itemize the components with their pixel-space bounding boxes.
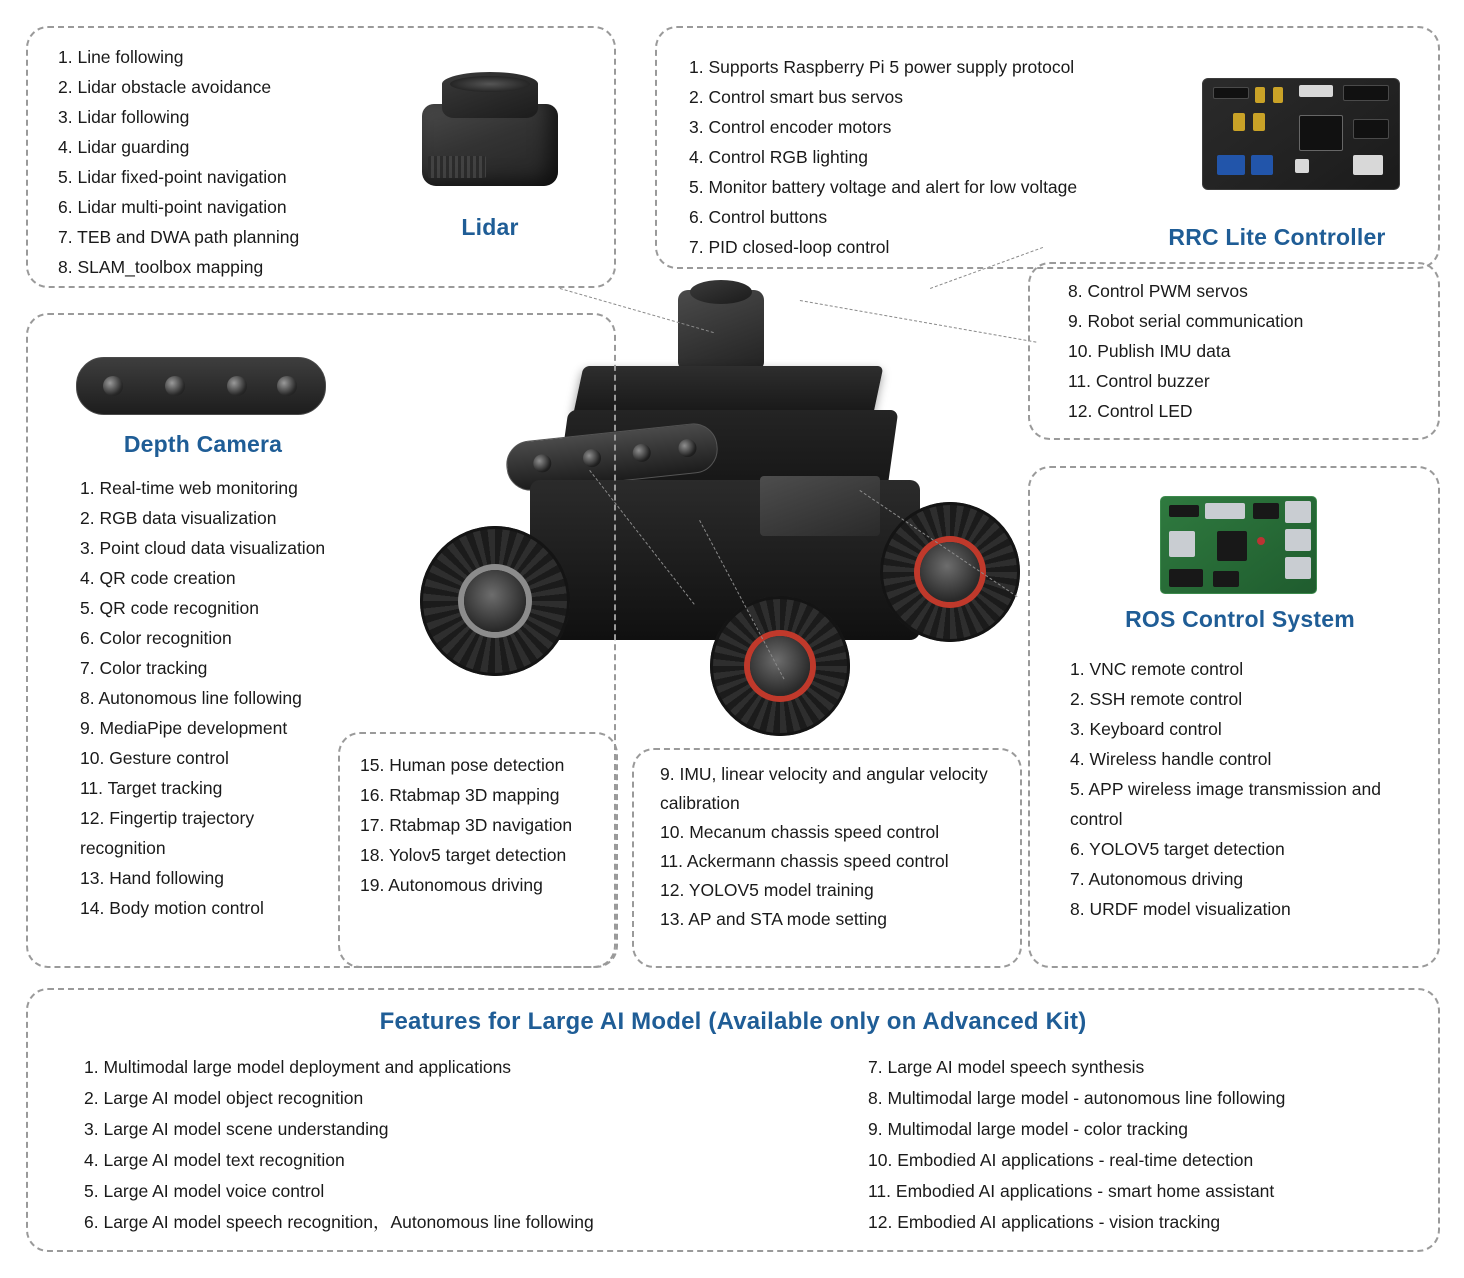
list-item: 16. Rtabmap 3D mapping [360,785,560,805]
depth-feature-list-continued [360,750,572,900]
list-item: 1. VNC remote control [1070,659,1244,679]
list-item: 1. Supports Raspberry Pi 5 power supply protocol [689,57,1075,77]
list-item: 13. Hand following [80,868,224,888]
list-item: 11. Target tracking [80,778,223,798]
lidar-feature-list [58,42,299,282]
camera-lens-icon [678,438,698,458]
list-item: 6. YOLOV5 target detection [1070,839,1285,859]
list-item: 10. Publish IMU data [1068,341,1231,361]
list-item: 12. Control LED [1068,401,1193,421]
imu-feature-list [660,760,1000,934]
list-item: 10. Embodied AI applications - real-time detection [868,1150,1254,1170]
robot-wheel [710,596,850,736]
list-item: 1. Line following [58,47,184,67]
list-item: 2. Control smart bus servos [689,87,903,107]
lidar-icon [408,64,578,199]
list-item: 3. Keyboard control [1070,719,1222,739]
panel-rrc-lite-controller [655,26,1440,269]
robot-wheel [880,502,1020,642]
list-item: 15. Human pose detection [360,755,565,775]
panel-large-ai-model [26,988,1440,1252]
list-item: 7. Color tracking [80,658,208,678]
list-item: 6. Lidar multi-point navigation [58,197,287,217]
panel-lidar [26,26,616,288]
depth-panel-title: Depth Camera [123,431,283,457]
lidar-panel-title: Lidar [461,214,519,240]
list-item: 6. Control buttons [689,207,828,227]
list-item: 9. MediaPipe development [80,718,288,738]
list-item: 2. RGB data visualization [80,508,277,528]
robot-lidar-part [678,290,764,370]
list-item: 9. IMU, linear velocity and angular velocity calibration [660,764,988,813]
ros-feature-list [1070,654,1430,924]
list-item: 5. QR code recognition [80,598,259,618]
panel-rrc-continued [1028,262,1440,440]
list-item: 7. Large AI model speech synthesis [868,1057,1145,1077]
list-item: 4. Control RGB lighting [689,147,868,167]
list-item: 8. Multimodal large model - autonomous line following [868,1088,1286,1108]
list-item: 7. TEB and DWA path planning [58,227,300,247]
camera-lens-icon [632,443,652,463]
list-item: 8. URDF model visualization [1070,899,1291,919]
list-item: 19. Autonomous driving [360,875,543,895]
panel-ros-control-system [1028,466,1440,968]
list-item: 11. Control buzzer [1068,371,1210,391]
list-item: 10. Mecanum chassis speed control [660,822,940,842]
ai-feature-list-right [868,1052,1428,1238]
list-item: 8. Autonomous line following [80,688,302,708]
wheel-hub [750,636,810,696]
list-item: 2. SSH remote control [1070,689,1243,709]
list-item: 4. Wireless handle control [1070,749,1272,769]
list-item: 7. Autonomous driving [1070,869,1244,889]
list-item: 14. Body motion control [80,898,264,918]
list-item: 4. QR code creation [80,568,236,588]
list-item: 12. Fingertip trajectory recognition [80,808,255,858]
list-item: 1. Multimodal large model deployment and applications [84,1057,512,1077]
ai-panel-title: Features for Large AI Model (Available only on Advanced Kit) [379,1008,1087,1035]
ai-feature-list-left [84,1052,724,1238]
panel-depth-camera-continued [338,732,618,968]
list-item: 6. Color recognition [80,628,232,648]
controller-board-icon [1202,66,1402,206]
list-item: 4. Large AI model text recognition [84,1150,345,1170]
rrc-feature-list [689,52,1077,262]
list-item: 10. Gesture control [80,748,229,768]
robot-controller-board-part [760,476,880,536]
list-item: 5. Lidar fixed-point navigation [58,167,287,187]
depth-camera-icon [76,357,326,419]
list-item: 5. Monitor battery voltage and alert for low voltage [689,177,1078,197]
list-item: 6. Large AI model speech recognition，Autonomous line following [84,1212,594,1232]
list-item: 13. AP and STA mode setting [660,909,888,929]
list-item: 3. Lidar following [58,107,190,127]
list-item: 17. Rtabmap 3D navigation [360,815,573,835]
list-item: 3. Control encoder motors [689,117,892,137]
panel-chassis-features [632,748,1022,968]
ros-panel-title: ROS Control System [1125,606,1355,632]
list-item: 2. Large AI model object recognition [84,1088,364,1108]
list-item: 9. Robot serial communication [1068,311,1304,331]
list-item: 7. PID closed-loop control [689,237,890,257]
list-item: 12. YOLOV5 model training [660,880,874,900]
list-item: 3. Large AI model scene understanding [84,1119,389,1139]
list-item: 5. APP wireless image transmission and control [1070,779,1381,829]
list-item: 1. Real-time web monitoring [80,478,298,498]
list-item: 2. Lidar obstacle avoidance [58,77,272,97]
raspberry-pi-icon [1160,486,1320,596]
list-item: 5. Large AI model voice control [84,1181,325,1201]
list-item: 18. Yolov5 target detection [360,845,567,865]
list-item: 11. Embodied AI applications - smart home assistant [868,1181,1275,1201]
list-item: 3. Point cloud data visualization [80,538,326,558]
rrc-feature-list-continued [1068,276,1303,426]
list-item: 12. Embodied AI applications - vision tracking [868,1212,1221,1232]
rrc-panel-title: RRC Lite Controller [1168,224,1386,250]
list-item: 8. Control PWM servos [1068,281,1248,301]
list-item: 8. SLAM_toolbox mapping [58,257,264,277]
list-item: 9. Multimodal large model - color tracking [868,1119,1188,1139]
list-item: 11. Ackermann chassis speed control [660,851,949,871]
list-item: 4. Lidar guarding [58,137,190,157]
